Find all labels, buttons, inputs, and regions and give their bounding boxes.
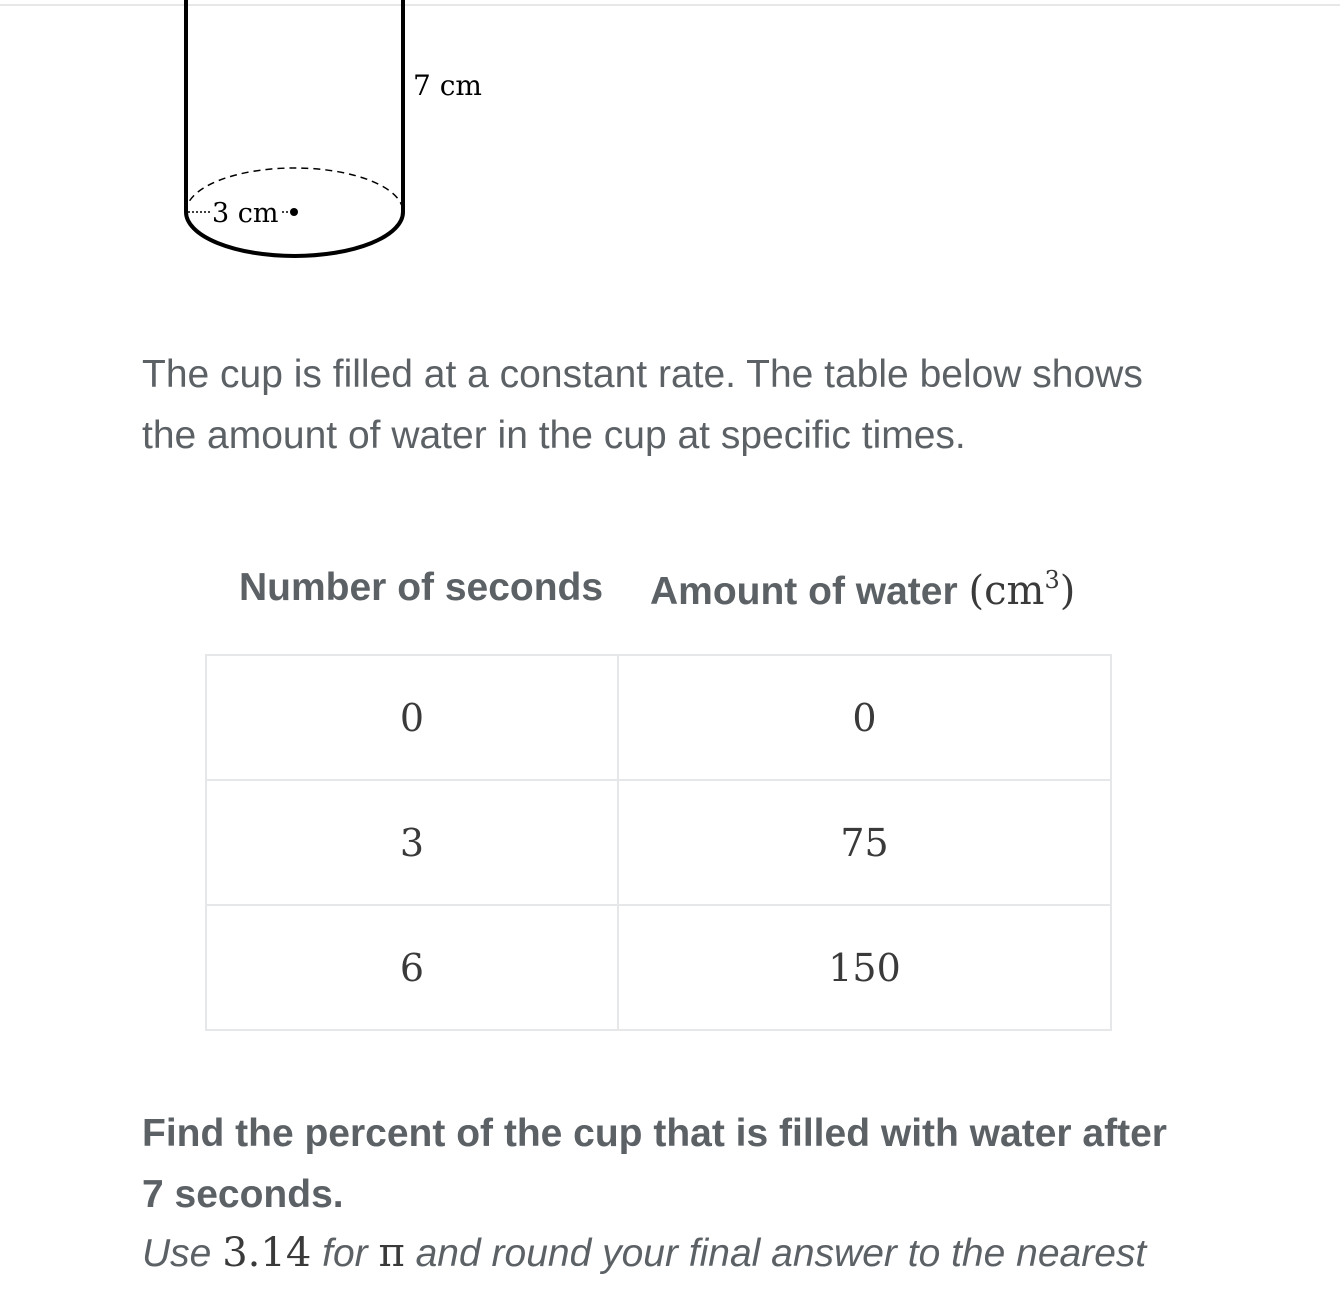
question-line-2: 7 seconds. — [142, 1173, 344, 1216]
hint-for: for — [322, 1232, 368, 1275]
water-cell: 75 — [618, 780, 1111, 905]
rounding-hint — [142, 1224, 1242, 1283]
unit-text: cm — [984, 568, 1045, 614]
seconds-cell: 6 — [206, 905, 618, 1030]
center-point — [290, 208, 298, 216]
pi-symbol: π — [378, 1230, 405, 1276]
hint-use: Use — [142, 1232, 212, 1275]
problem-statement-line-1: The cup is filled at a constant rate. The table below shows — [142, 353, 1143, 396]
unit-exponent: 3 — [1044, 566, 1060, 594]
question-text — [142, 1103, 1202, 1225]
column-header-water-text: Amount of water — [650, 570, 958, 613]
hint-rest: and round your final answer to the nearest — [415, 1232, 1147, 1275]
table-row — [206, 655, 1111, 780]
table-row — [206, 905, 1111, 1030]
table-row — [206, 780, 1111, 905]
column-header-seconds: Number of seconds — [239, 566, 604, 609]
water-table — [205, 654, 1112, 1031]
height-label: 7 cm — [413, 69, 482, 102]
water-cell: 150 — [618, 905, 1111, 1030]
cylinder-cup-figure — [170, 0, 510, 270]
pi-value: 3.14 — [222, 1230, 312, 1276]
column-header-water-unit: $(cm^3)$ — [968, 566, 1076, 614]
column-header-water — [650, 566, 1075, 614]
problem-statement — [142, 344, 1202, 466]
problem-statement-line-2: the amount of water in the cup at specific times. — [142, 414, 966, 457]
question-line-1: Find the percent of the cup that is filled with water after — [142, 1112, 1167, 1155]
seconds-cell: 3 — [206, 780, 618, 905]
water-cell: 0 — [618, 655, 1111, 780]
seconds-cell: 0 — [206, 655, 618, 780]
radius-label: 3 cm — [212, 198, 279, 229]
